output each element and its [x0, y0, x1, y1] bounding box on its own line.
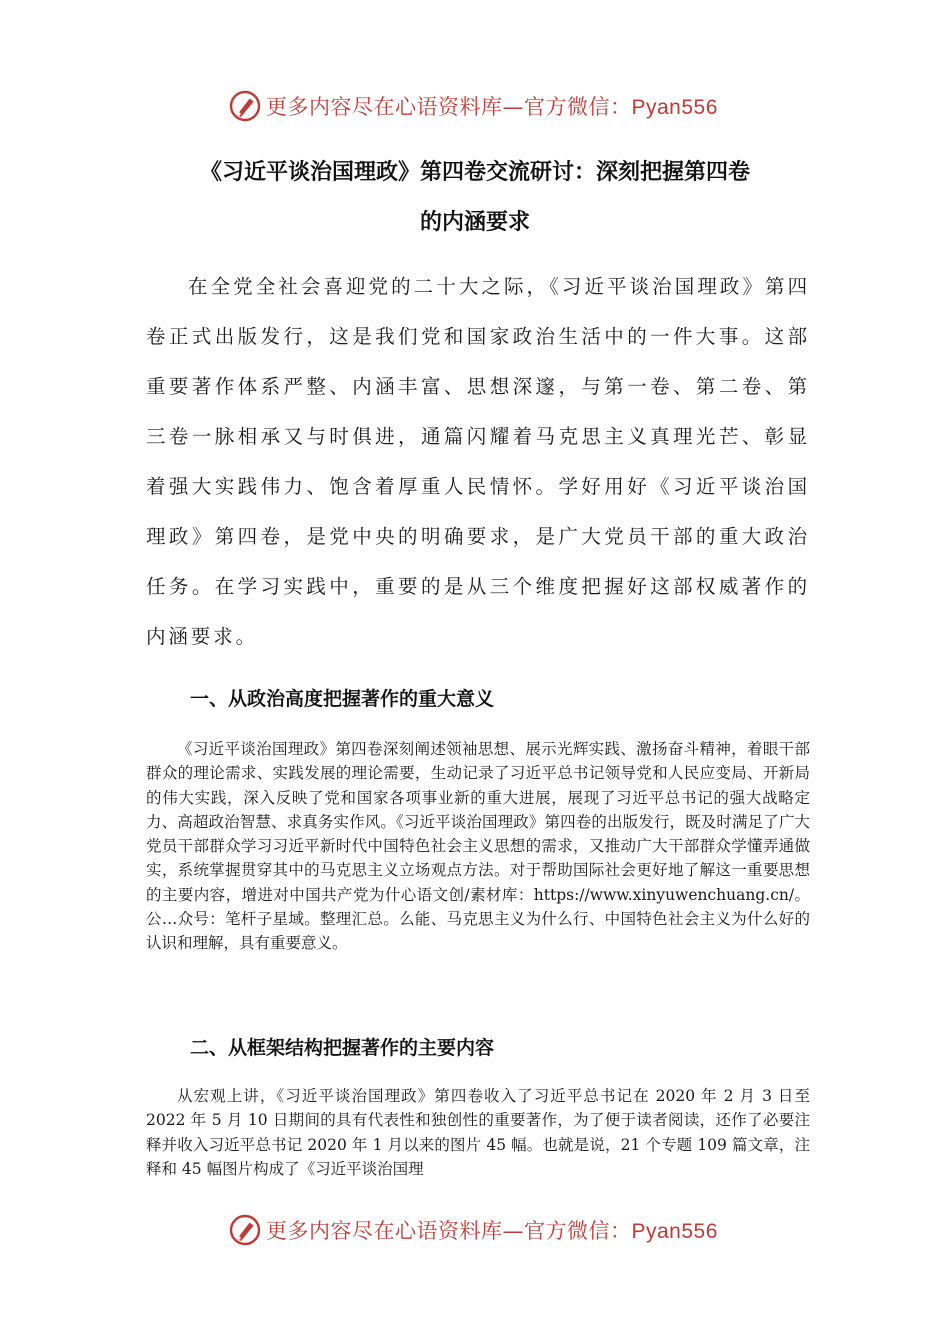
watermark-footer [228, 1210, 718, 1250]
pen-nib-circle-icon [228, 89, 262, 123]
intro-paragraph: 在全党全社会喜迎党的二十大之际，《习近平谈治国理政》第四卷正式出版发行，这是我们党和国家政治生活中的一件大事。这部重要著作体系严整、内涵丰富、思想深邃，与第一卷、第二卷、第三卷一脉相承又与时俱进，通篇闪耀着马克思主义真理光芒、彰显着强大实践伟力、饱含着厚重人民情怀。学好用好《习近平谈治国理政》第四卷，是党中央的明确要求，是广大党员干部的重大政治任务。在学习实践中，重要的是从三个维度把握好这部权威著作的内涵要求。 [146, 275, 810, 648]
document-title-line1: 《习近平谈治国理政》第四卷交流研讨：深刻把握第四卷 [199, 160, 750, 185]
watermark-text: 更多内容尽在心语资料库—官方微信：Pyan556 [266, 1219, 718, 1243]
document-title-line2: 的内涵要求 [419, 210, 530, 235]
watermark-wechat-id: Pyan556 [631, 96, 718, 119]
watermark-text: 更多内容尽在心语资料库—官方微信：Pyan556 [266, 95, 718, 119]
section-heading-2: 二、从框架结构把握著作的主要内容 [190, 1037, 495, 1059]
section-heading-1: 一、从政治高度把握著作的重大意义 [190, 688, 495, 710]
section-2-paragraph: 从宏观上讲，《习近平谈治国理政》第四卷收入了习近平总书记在 2020 年 2 月 3 日至 2022 年 5 月 10 日期间的具有代表性和独创性的重要著作，为了便于读者阅读，还作了必要注释并收入习近平总书记 2020 年 1 月以来的图片 45 幅。也就是说，21 个专题 109 篇文章，注释和 45 幅图片构成了《习近平谈治国理 [146, 1087, 810, 1178]
section-1-paragraph: 《习近平谈治国理政》第四卷深刻阐述领袖思想、展示光辉实践、激扬奋斗精神，着眼干部群众的理论需求、实践发展的理论需要，生动记录了习近平总书记领导党和人民应变局、开新局的伟大实践，深入反映了党和国家各项事业新的重大进展，展现了习近平总书记的强大战略定力、高超政治智慧、求真务实作风。《习近平谈治国理政》第四卷的出版发行，既及时满足了广大党员干部群众学习习近平新时代中国特色社会主义思想的需求，又推动广大干部群众学懂弄通做实，系统掌握贯穿其中的马克思主义立场观点方法。对于帮助国际社会更好地了解这一重要思想的主要内容，增进对中国共产党为什心语文创/素材库：https://www.xinyuwenchuang.cn/。公…众号：笔杆子星域。整理汇总。么能、马克思主义为什么行、中国特色社会主义为什么好的认识和理解，具有重要意义。 [146, 740, 810, 953]
watermark-wechat-id: Pyan556 [631, 1220, 718, 1243]
pen-nib-circle-icon [228, 1213, 262, 1247]
watermark-header [228, 86, 718, 126]
